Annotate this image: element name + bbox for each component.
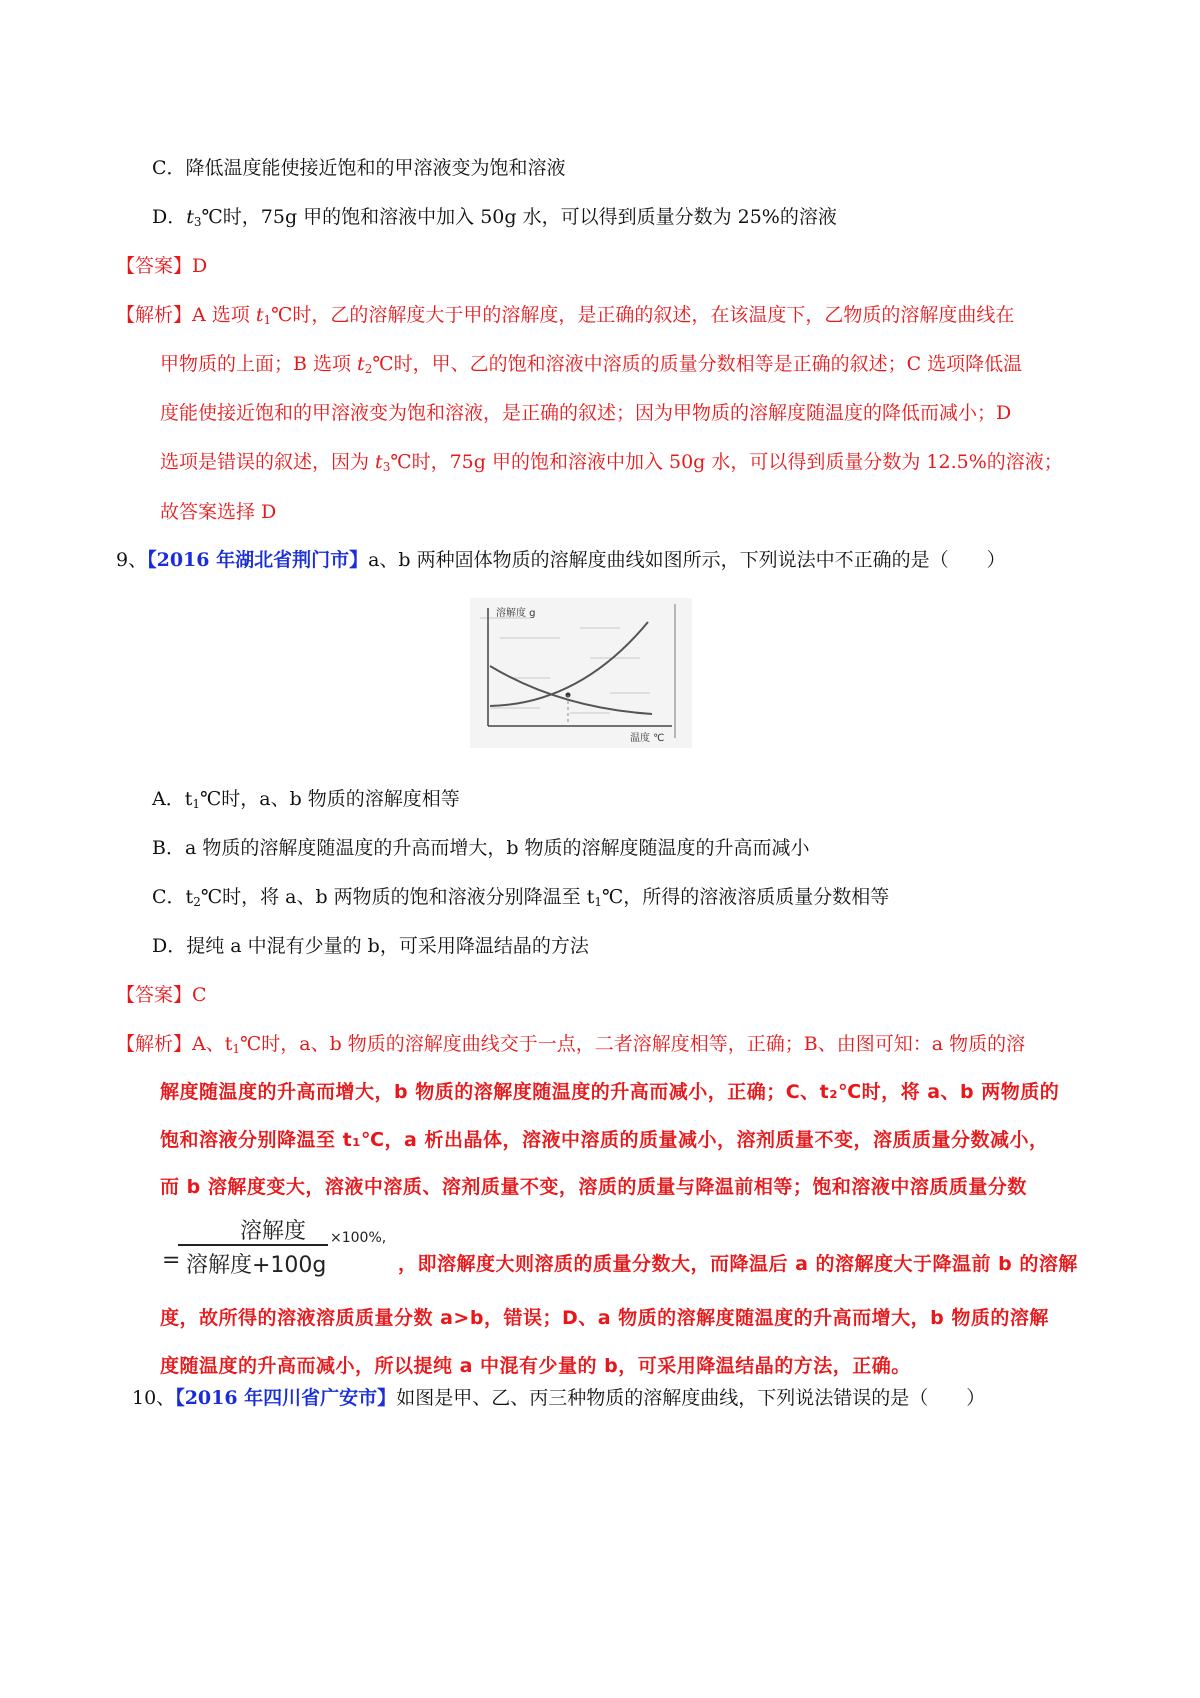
q8-explanation-line-5: 故答案选择 D bbox=[160, 501, 277, 523]
sub-2: 2 bbox=[193, 895, 201, 909]
formula-numerator: 溶解度 bbox=[240, 1219, 307, 1244]
sub-1: 1 bbox=[594, 895, 602, 909]
q8-option-c: C．降低温度能使接近饱和的甲溶液变为饱和溶液 bbox=[152, 157, 566, 179]
q9-stem-text: a、b 两种固体物质的溶解度曲线如图所示，下列说法中不正确的是（ ） bbox=[368, 549, 1006, 571]
q9-stem bbox=[116, 548, 1006, 572]
t-var: t bbox=[375, 451, 383, 473]
q9-answer: 【答案】C bbox=[116, 984, 207, 1006]
text: 甲物质的上面；B 选项 bbox=[160, 353, 358, 375]
q9-explanation-line-7: 度随温度的升高而减小，所以提纯 a 中混有少量的 b，可采用降温结晶的方法，正确。 bbox=[160, 1355, 911, 1377]
t-var: t bbox=[357, 353, 365, 375]
q9-source: 【2016 年湖北省荆门市】 bbox=[147, 549, 369, 571]
q8-explanation-line-3: 度能使接近饱和的甲溶液变为饱和溶液，是正确的叙述；因为甲物质的溶解度随温度的降低而减小；D bbox=[160, 402, 1012, 424]
q9-option-c bbox=[152, 885, 889, 914]
q9-option-a bbox=[152, 787, 460, 816]
q8-answer: 【答案】D bbox=[116, 255, 208, 277]
text: ℃时，乙的溶解度大于甲的溶解度，是正确的叙述，在该温度下，乙物质的溶解度曲线在 bbox=[271, 304, 1015, 326]
text: ℃，所得的溶液溶质质量分数相等 bbox=[601, 886, 890, 908]
mass-fraction-formula bbox=[162, 1212, 408, 1278]
q8-option-d bbox=[152, 205, 837, 234]
y-axis-label: 溶解度 g bbox=[496, 608, 536, 619]
sub-1: 1 bbox=[192, 797, 200, 811]
t-var: t bbox=[255, 304, 264, 326]
explanation-tag: 【解析】 bbox=[116, 304, 193, 326]
q10-stem bbox=[132, 1386, 985, 1410]
text: A．t bbox=[152, 788, 193, 810]
fraction-bar bbox=[178, 1244, 328, 1246]
text: C．t bbox=[152, 886, 194, 908]
q8-explanation-line-1 bbox=[116, 303, 1014, 332]
text: A、t bbox=[192, 1033, 233, 1055]
sub-1: 1 bbox=[232, 1042, 241, 1056]
solubility-curve-figure bbox=[470, 598, 692, 748]
text: ℃时，75g 甲的饱和溶液中加入 50g 水，可以得到质量分数为 12.5%的溶液； bbox=[390, 451, 1063, 473]
q9-explanation-line-2: 解度随温度的升高而增大，b 物质的溶解度随温度的升高而减小，正确；C、t₂℃时，将 a、b 两物质的 bbox=[160, 1081, 1060, 1103]
q10-number: 10、 bbox=[132, 1387, 176, 1409]
text: 选项是错误的叙述，因为 bbox=[160, 451, 376, 473]
formula-multiplier: ×100%, bbox=[330, 1230, 387, 1246]
q9-option-b: B．a 物质的溶解度随温度的升高而增大，b 物质的溶解度随温度的升高而减小 bbox=[152, 837, 810, 859]
q9-explanation-line-5: ，即溶解度大则溶质的质量分数大，而降温后 a 的溶解度大于降温前 b 的溶解 bbox=[398, 1253, 1078, 1275]
q9-explanation-line-4: 而 b 溶解度变大，溶液中溶质、溶剂质量不变，溶质的质量与降温前相等；饱和溶液中溶质质量分数 bbox=[160, 1176, 1027, 1198]
q8-option-d-text: ℃时，75g 甲的饱和溶液中加入 50g 水，可以得到质量分数为 25%的溶液 bbox=[201, 206, 837, 228]
sub-3: 3 bbox=[193, 215, 202, 229]
q9-explanation-line-3: 饱和溶液分别降温至 t₁℃，a 析出晶体，溶液中溶质的质量减小，溶剂质量不变，溶质质量分数减小， bbox=[160, 1129, 1049, 1151]
q10-stem-text: 如图是甲、乙、丙三种物质的溶解度曲线，下列说法错误的是（ ） bbox=[396, 1387, 986, 1409]
q9-explanation-line-6: 度，故所得的溶液溶质质量分数 a>b，错误；D、a 物质的溶解度随温度的升高而增大，b 物质的溶解 bbox=[160, 1307, 1049, 1329]
q10-source: 【2016 年四川省广安市】 bbox=[175, 1387, 397, 1409]
t-var: t bbox=[186, 206, 194, 228]
formula-denominator: 溶解度+100g bbox=[186, 1253, 327, 1278]
q9-option-d: D．提纯 a 中混有少量的 b，可采用降温结晶的方法 bbox=[152, 935, 589, 957]
text: ℃时，将 a、b 两物质的饱和溶液分别降温至 t bbox=[200, 886, 595, 908]
q8-explanation-line-2 bbox=[160, 352, 1022, 381]
text: ℃时，甲、乙的饱和溶液中溶质的质量分数相等是正确的叙述；C 选项降低温 bbox=[372, 353, 1023, 375]
q8-explanation-line-4 bbox=[160, 450, 1063, 479]
x-axis-label: 温度 ℃ bbox=[630, 733, 665, 744]
text: ℃时，a、b 物质的溶解度相等 bbox=[200, 788, 460, 810]
text: ℃时，a、b 物质的溶解度曲线交于一点，二者溶解度相等，正确；B、由图可知：a 物质的溶 bbox=[240, 1033, 1026, 1055]
equals-sign: = bbox=[162, 1248, 181, 1273]
q9-explanation-line-1 bbox=[116, 1032, 1025, 1061]
text: A 选项 bbox=[192, 304, 256, 326]
sub-3: 3 bbox=[382, 460, 391, 474]
q9-number: 9、 bbox=[116, 549, 148, 571]
sub-1: 1 bbox=[263, 313, 272, 327]
sub-2: 2 bbox=[364, 362, 373, 376]
explanation-tag: 【解析】 bbox=[116, 1033, 193, 1055]
q8-option-d-prefix: D． bbox=[152, 206, 187, 228]
